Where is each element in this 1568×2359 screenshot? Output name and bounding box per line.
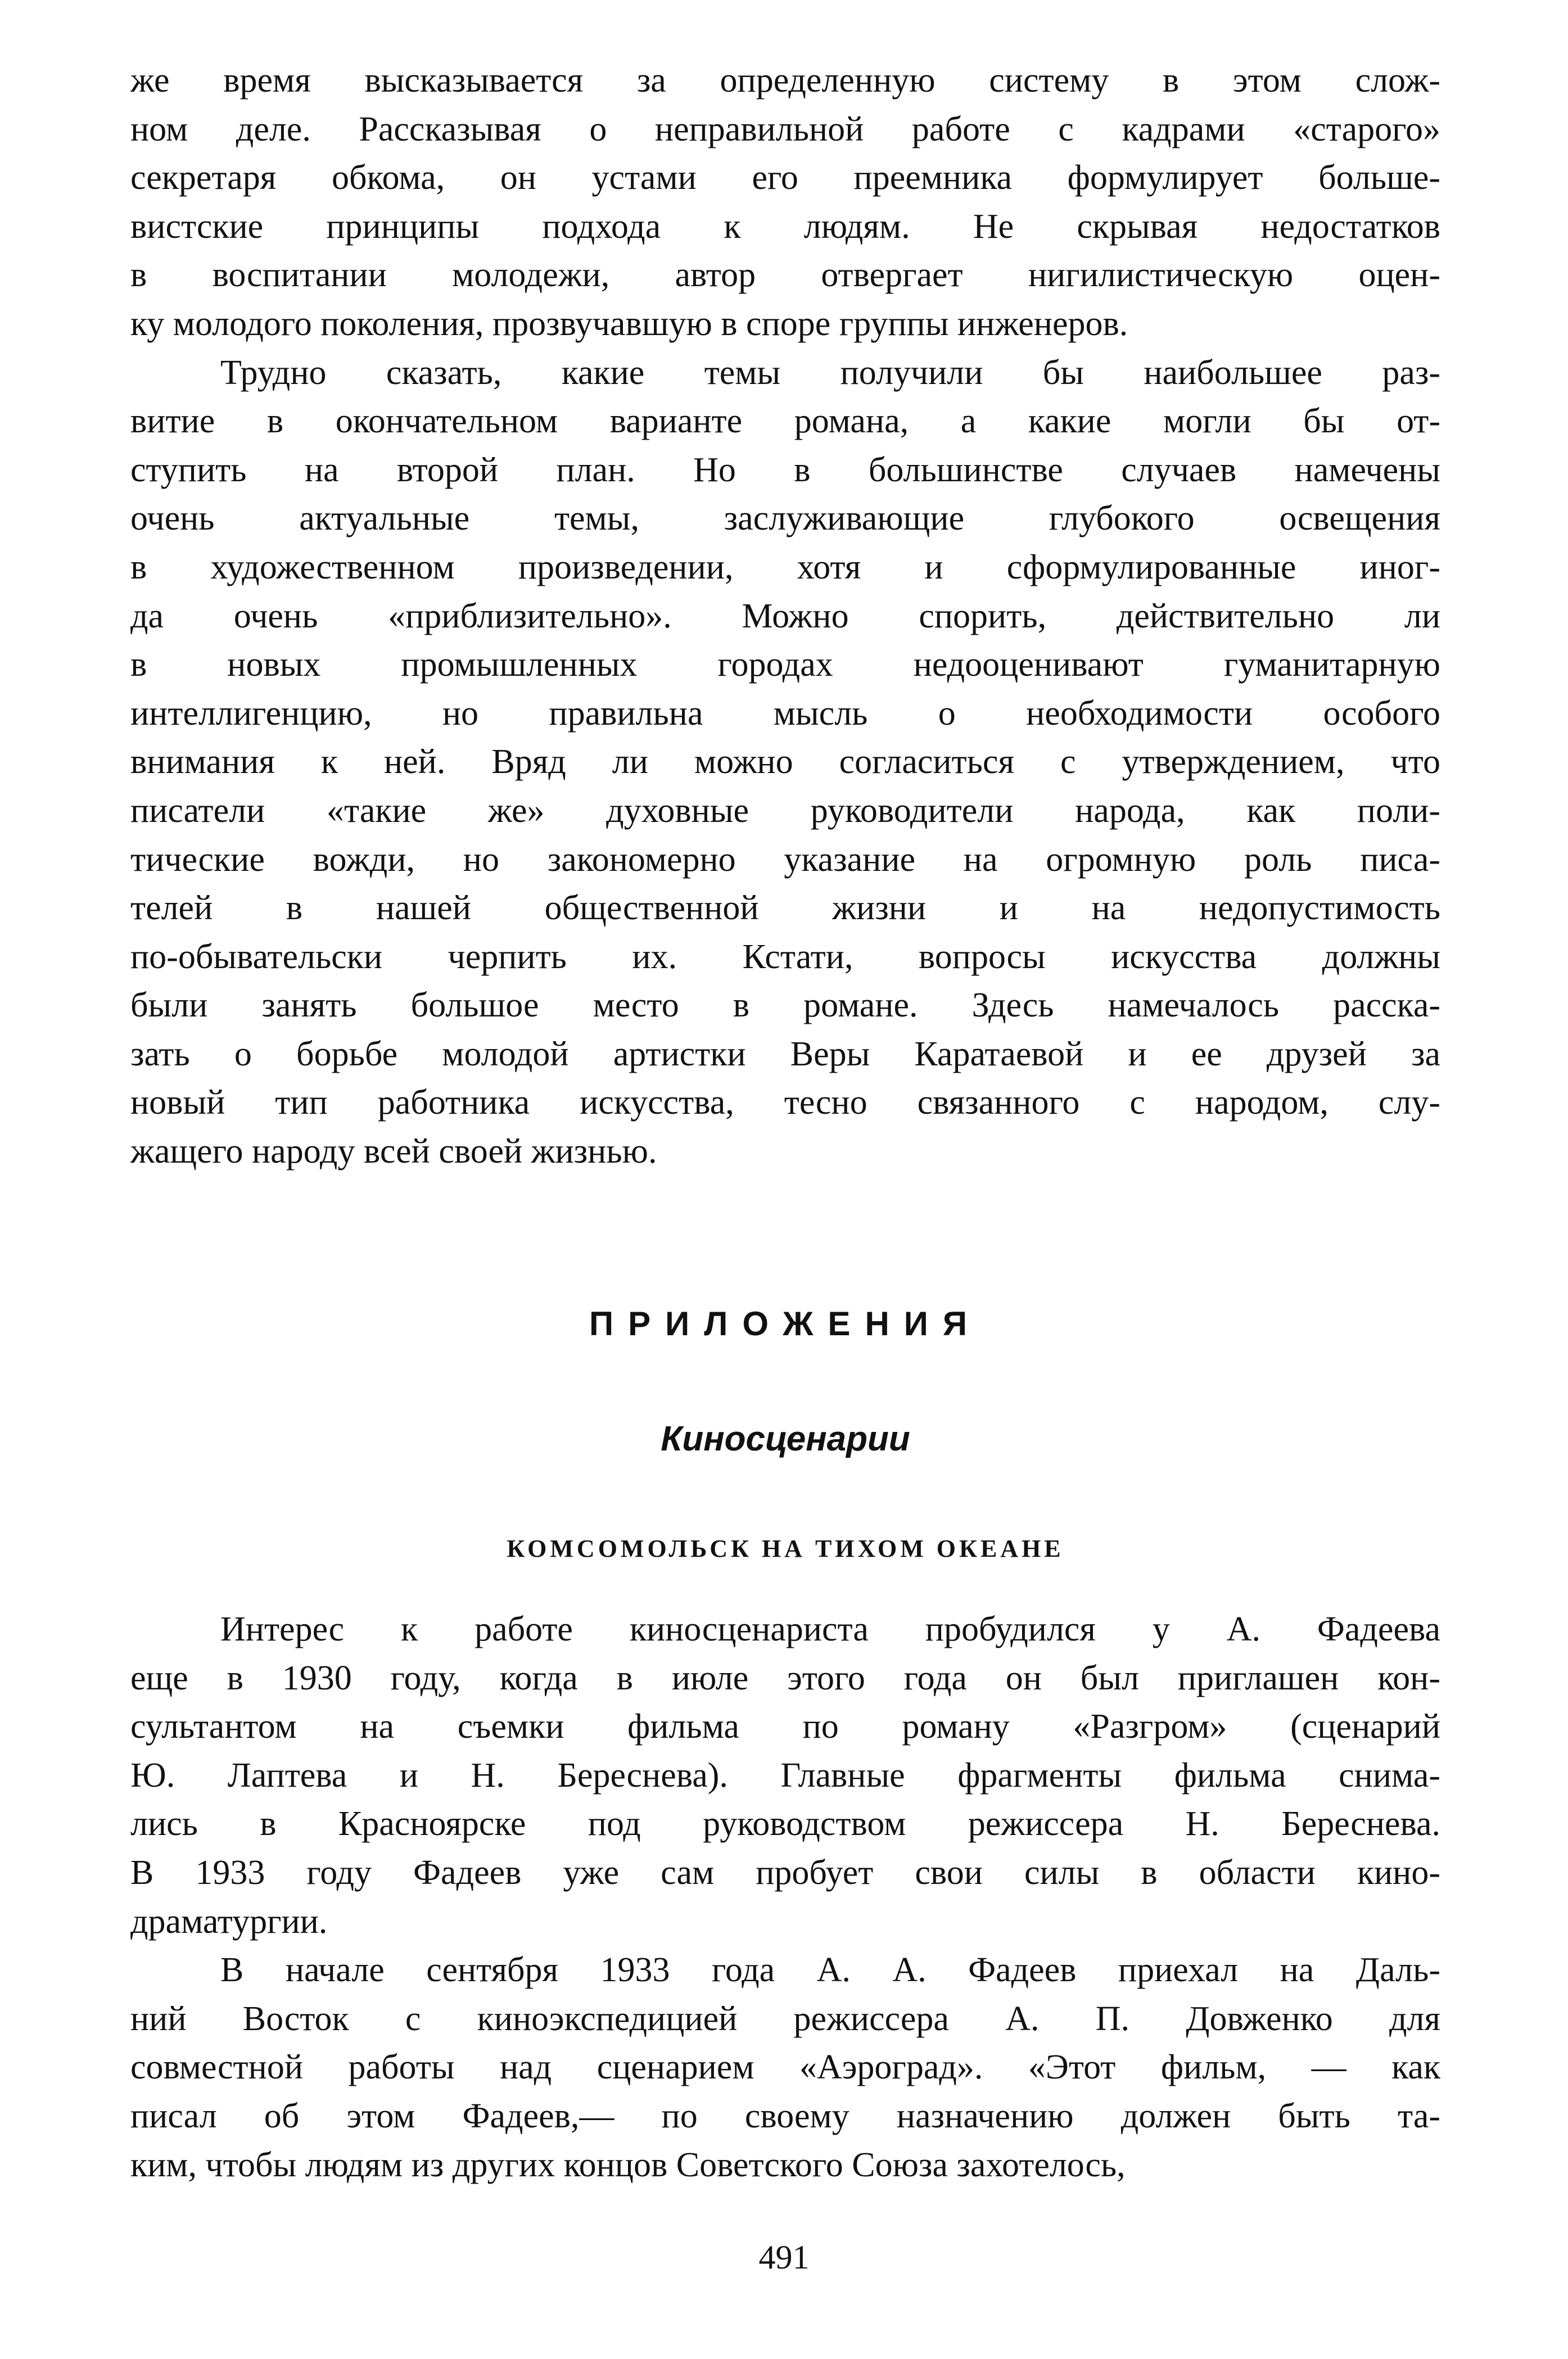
- work-title-heading: КОМСОМОЛЬСК НА ТИХОМ ОКЕАНЕ: [507, 1535, 1064, 1562]
- text-line: жащего народу всей своей жизнью.: [130, 1132, 657, 1171]
- paragraph-interest: [130, 1605, 1440, 1946]
- text-line: были занять большое место в романе. Здесь намечалось расска-: [130, 986, 1440, 1025]
- text-line: Интерес к работе киносценариста пробудился у А. Фадеева: [220, 1610, 1440, 1648]
- text-line: очень актуальные темы, заслуживающие глубокого освещения: [130, 499, 1440, 538]
- text-line: в новых промышленных городах недооценивают гуманитарную: [130, 645, 1440, 684]
- text-line: Ю. Лаптева и Н. Береснева). Главные фрагменты фильма снима-: [130, 1756, 1440, 1795]
- text-line: да очень «приблизительно». Можно спорить, действительно ли: [130, 596, 1440, 635]
- text-line: тические вожди, но закономерно указание на огромную роль писа-: [130, 840, 1440, 879]
- paragraph-themes: [130, 349, 1440, 1176]
- text-line: совместной работы над сценарием «Аэроград». «Этот фильм, — как: [130, 2048, 1440, 2087]
- paragraph-september: [130, 1946, 1440, 2189]
- text-block-bottom: [130, 1605, 1440, 2189]
- page-number: 491: [758, 2239, 810, 2276]
- text-line: зать о борьбе молодой артистки Веры Каратаевой и ее друзей за: [130, 1034, 1440, 1073]
- text-line: драматургии.: [130, 1902, 328, 1941]
- text-line: В начале сентября 1933 года А. А. Фадеев приехал на Даль-: [220, 1951, 1440, 1990]
- text-line: писал об этом Фадеев,— по своему назначению должен быть та-: [130, 2096, 1440, 2135]
- text-line: новый тип работника искусства, тесно связанного с народом, слу-: [130, 1083, 1440, 1122]
- text-line: еще в 1930 году, когда в июле этого года он был приглашен кон-: [130, 1658, 1440, 1697]
- text-line: ступить на второй план. Но в большинстве случаев намечены: [130, 450, 1440, 489]
- text-line: телей в нашей общественной жизни и на недопустимость: [130, 889, 1440, 928]
- text-line: ку молодого поколения, прозвучавшую в споре группы инженеров.: [130, 304, 1128, 343]
- paragraph-continued: [130, 56, 1440, 349]
- text-line: же время высказывается за определенную систему в этом слож-: [130, 61, 1440, 100]
- text-line: в воспитании молодежи, автор отвергает нигилистическую оцен-: [130, 256, 1440, 295]
- text-line: лись в Красноярске под руководством режиссера Н. Береснева.: [130, 1805, 1440, 1843]
- text-line: вистские принципы подхода к людям. Не скрывая недостатков: [130, 207, 1440, 246]
- text-block-top: [130, 56, 1440, 1176]
- text-line: Трудно сказать, какие темы получили бы наибольшее раз-: [220, 353, 1440, 392]
- text-line: секретаря обкома, он устами его преемника формулирует больше-: [130, 159, 1440, 197]
- section-heading-appendices: ПРИЛОЖЕНИЯ: [589, 1305, 982, 1343]
- text-line: ким, чтобы людям из других концов Советского Союза захотелось,: [130, 2145, 1126, 2184]
- text-line: внимания к ней. Вряд ли можно согласиться с утверждением, что: [130, 743, 1440, 781]
- text-line: В 1933 году Фадеев уже сам пробует свои силы в области кино-: [130, 1853, 1440, 1892]
- text-line: по-обывательски черпить их. Кстати, вопросы искусства должны: [130, 937, 1440, 976]
- text-line: писатели «такие же» духовные руководители народа, как поли-: [130, 791, 1440, 830]
- text-line: интеллигенцию, но правильна мысль о необходимости особого: [130, 694, 1440, 733]
- text-line: ном деле. Рассказывая о неправильной работе с кадрами «старого»: [130, 110, 1440, 148]
- text-line: сультантом на съемки фильма по роману «Разгром» (сценарий: [130, 1707, 1440, 1746]
- text-line: ний Восток с киноэкспедицией режиссера А. П. Довженко для: [130, 1999, 1440, 2038]
- text-line: в художественном произведении, хотя и сформулированные иног-: [130, 548, 1440, 586]
- subsection-heading-screenplays: Киносценарии: [661, 1420, 910, 1458]
- text-line: витие в окончательном варианте романа, а какие могли бы от-: [130, 402, 1440, 441]
